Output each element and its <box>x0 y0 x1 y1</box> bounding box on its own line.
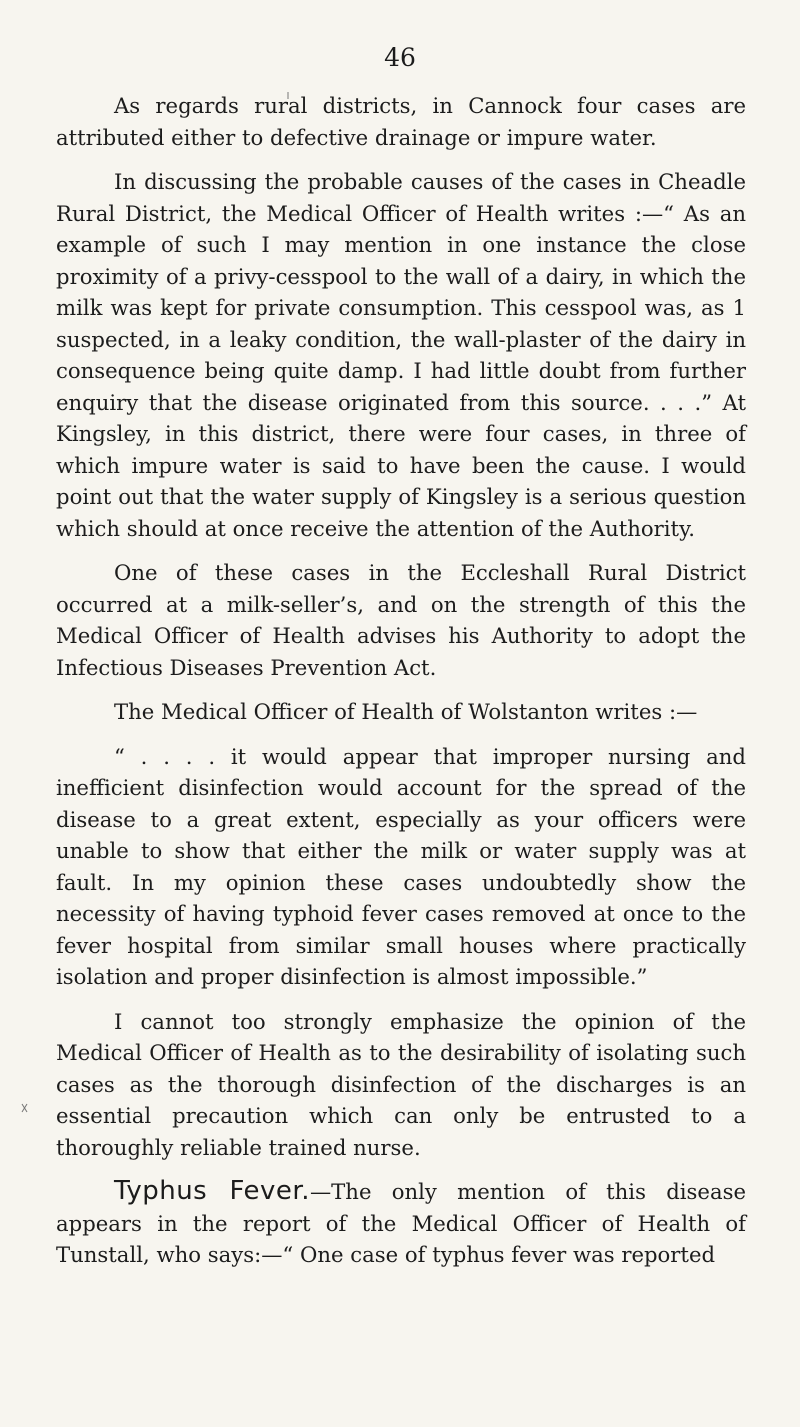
paragraph-typhus <box>56 1176 746 1271</box>
paragraph-cheadle: In discussing the probable causes of the cases in Cheadle Rural District, the Medical Officer of Health writes :—“ As an example of such I may mention in one instance the close proximity of a privy-cesspool to the wall of a dairy, in which the milk was kept for private consumption. This cesspool was, as 1 suspected, in a leaky condition, the wall-plaster of the dairy in consequence being quite damp. I had little doubt from further enquiry that the disease originated from this source. . . .” At Kingsley, in this district, there were four cases, in three of which impure water is said to have been the cause. I would point out that the water supply of Kingsley is a serious question which should at once receive the attention of the Authority. <box>56 169 746 541</box>
paragraph-rural-districts: As regards rural districts, in Cannock four cases are attributed either to defective drainage or impure water. <box>56 93 746 150</box>
speck-mark <box>22 1104 27 1112</box>
body-text <box>56 90 746 1284</box>
typhus-text: —The only mention of this disease appears in the report of the Medical Officer of Health of Tunstall, who says:—“ One case of typhus fever was reported <box>56 1179 746 1267</box>
typhus-heading: Typhus Fever. <box>114 1176 310 1206</box>
paragraph-wolstanton-intro: The Medical Officer of Health of Wolstanton writes :— <box>114 699 698 724</box>
speck-mark <box>22 1104 27 1112</box>
paragraph-wolstanton-quote: “ . . . . it would appear that improper nursing and inefficient disinfection would account for the spread of the disease to a great extent, especially as your officers were unable to show that either the milk or water supply was at fault. In my opinion these cases undoubtedly show the necessity of having typhoid fever cases removed at once to the fever hospital from similar small houses where practically isolation and proper disinfection is almost impossible.” <box>56 743 746 989</box>
paragraph-eccleshall: One of these cases in the Eccleshall Rural District occurred at a milk-seller’s, and on the strength of this the Medical Officer of Health advises his Authority to adopt the Infectious Diseases Prevention Act. <box>56 560 746 680</box>
paragraph-emphasis: I cannot too strongly emphasize the opinion of the Medical Officer of Health as to the desirability of isolating such cases as the thorough disinfection of the discharges is an essential precaution which can only be entrusted to a thoroughly reliable trained nurse. <box>56 1008 746 1160</box>
page-number: 46 <box>384 43 416 72</box>
